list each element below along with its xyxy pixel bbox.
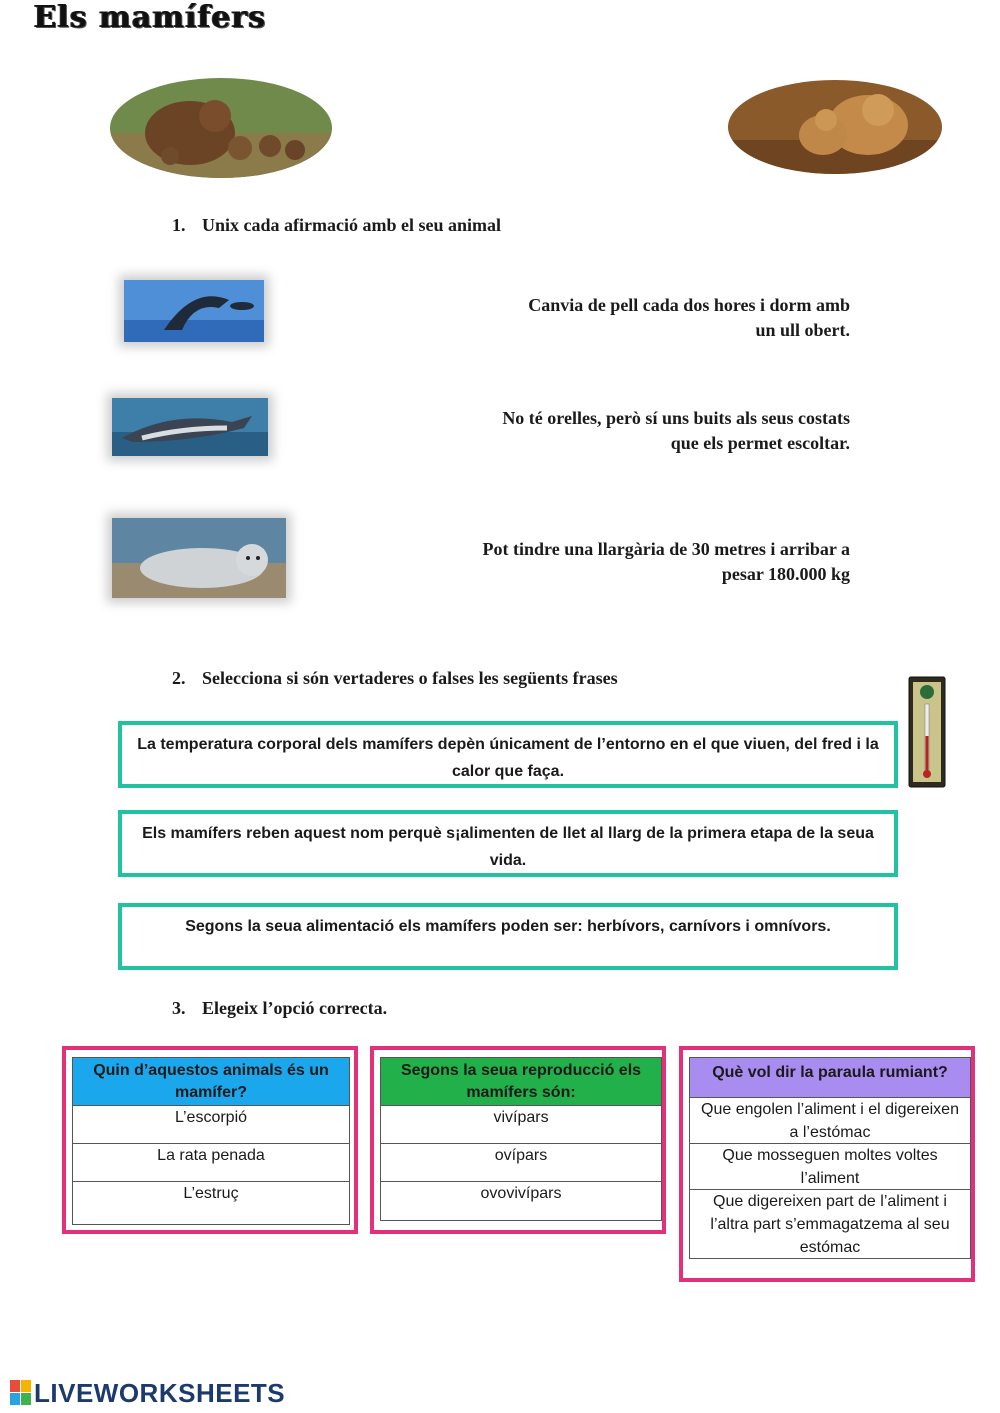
tf-statement-2[interactable]: Els mamífers reben aquest nom perquè s¡alimenten de llet al llarg de la primera etapa de la seua vida.: [118, 810, 898, 877]
lion-family-photo: [728, 80, 942, 174]
bear-family-photo: [110, 78, 332, 178]
section1-heading: 1. Unix cada afirmació amb el seu animal: [172, 215, 501, 235]
option-1[interactable]: L’escorpió: [73, 1106, 349, 1144]
liveworksheets-logo[interactable]: LIVEWORKSHEETS: [10, 1378, 285, 1409]
whale-photo[interactable]: [124, 280, 264, 342]
question-card-3: [679, 1046, 975, 1282]
section3-heading: 3. Elegeix l’opció correcta.: [172, 998, 388, 1018]
dolphin-photo[interactable]: [112, 398, 268, 456]
option-2[interactable]: La rata penada: [73, 1144, 349, 1182]
statement-1[interactable]: Canvia de pell cada dos hores i dorm amb un ull obert.: [528, 295, 850, 340]
page-title: Els mamífers: [33, 0, 267, 35]
tf-statement-1[interactable]: La temperatura corporal dels mamífers depèn únicament de l’entorno en el que viuen, del fred i la calor que faça.: [118, 721, 898, 788]
question-table-2: [380, 1057, 662, 1221]
option-1[interactable]: Que engolen l’aliment i el digereixen a l’estómac: [690, 1098, 970, 1144]
option-3[interactable]: L’estruç: [183, 1185, 239, 1202]
question-table-3: [689, 1057, 971, 1259]
question-header: Què vol dir la paraula rumiant?: [690, 1058, 970, 1098]
question-table-1: [72, 1057, 350, 1225]
tf-statement-3[interactable]: Segons la seua alimentació els mamífers poden ser: herbívors, carnívors i omnívors.: [118, 903, 898, 970]
liveworksheets-logo-icon: [10, 1380, 32, 1406]
statement-2[interactable]: No té orelles, però sí uns buits als seus costats que els permet escoltar.: [502, 408, 850, 453]
question-card-1: [62, 1046, 358, 1234]
option-2[interactable]: Que mosseguen moltes voltes l’aliment: [690, 1144, 970, 1190]
thermometer-icon: [908, 676, 946, 788]
option-3[interactable]: Que digereixen part de l’aliment i l’altra part s’emmagatzema al seu estómac: [710, 1193, 950, 1256]
option-2[interactable]: ovípars: [381, 1144, 661, 1182]
question-card-2: [370, 1046, 666, 1234]
option-1[interactable]: vivípars: [381, 1106, 661, 1144]
option-3[interactable]: ovovivípars: [480, 1185, 562, 1202]
statement-3[interactable]: Pot tindre una llargària de 30 metres i arribar a pesar 180.000 kg: [482, 539, 850, 584]
question-header: Segons la seua reproducció els mamífers són:: [381, 1058, 661, 1106]
seal-photo[interactable]: [112, 518, 286, 598]
section2-heading: 2. Selecciona si són vertaderes o falses les següents frases: [172, 668, 618, 688]
question-header: Quin d’aquestos animals és un mamífer?: [73, 1058, 349, 1106]
